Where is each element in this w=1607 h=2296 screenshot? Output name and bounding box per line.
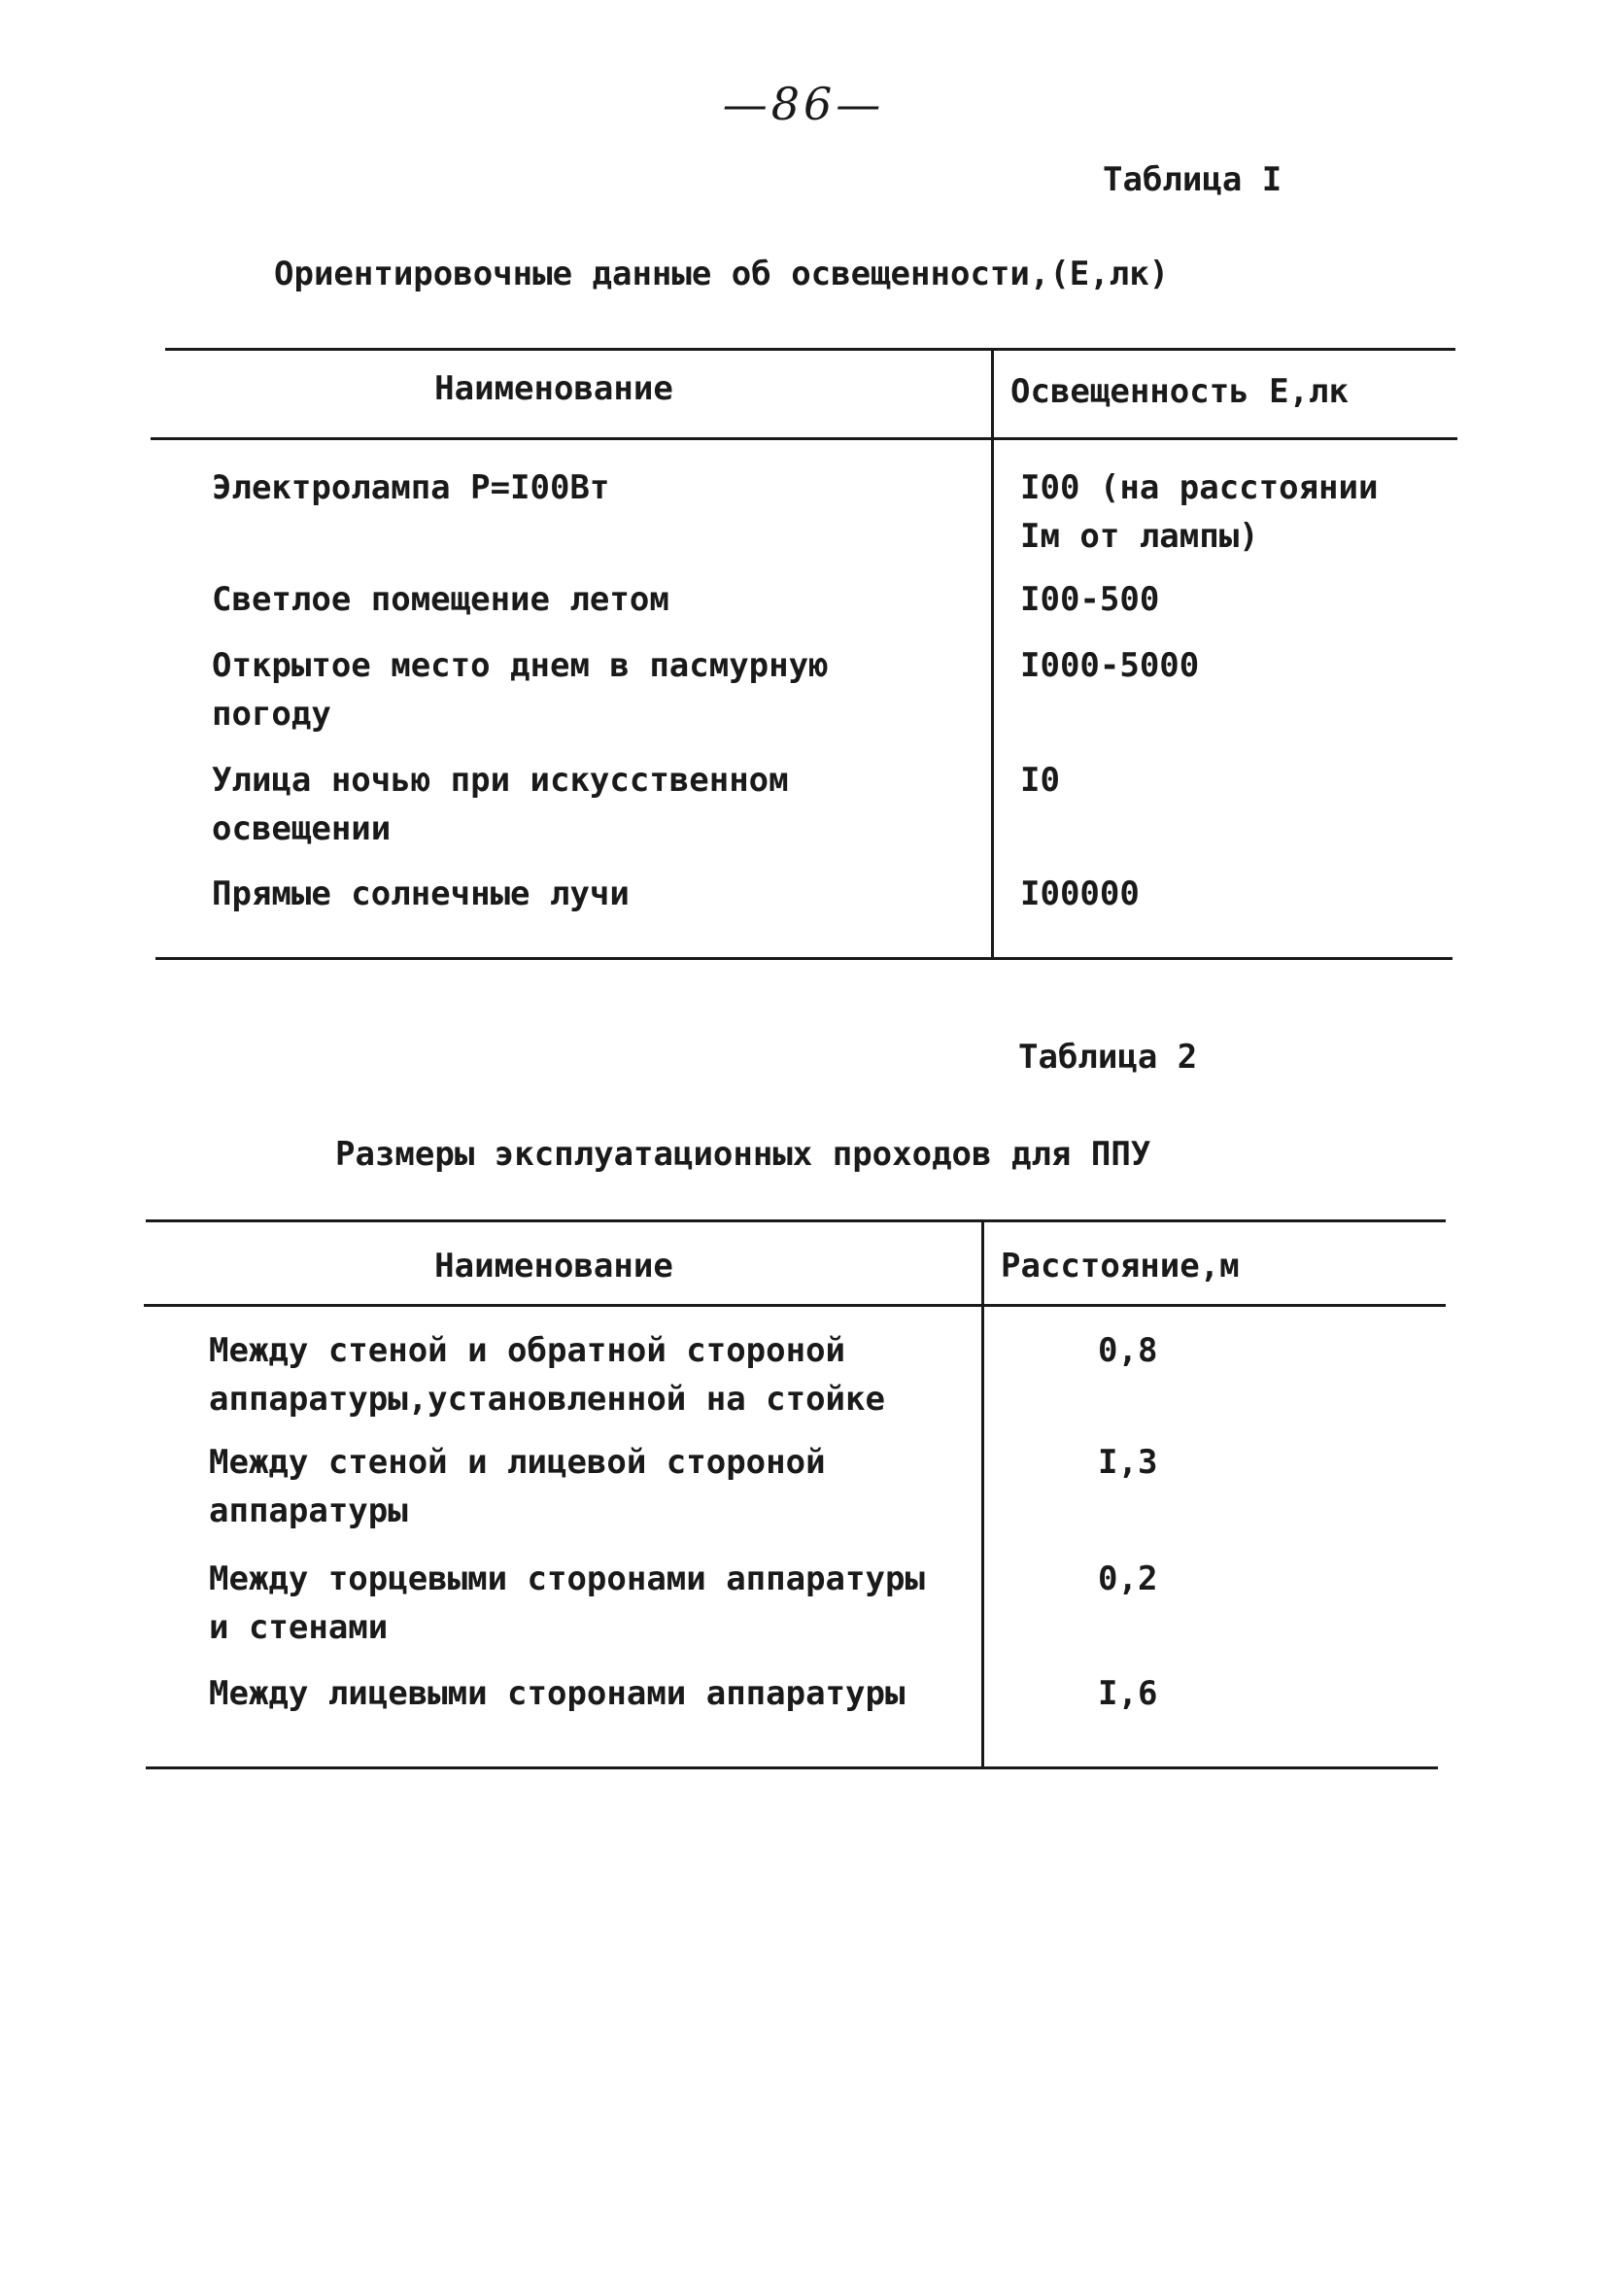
table2-header-value: Расстояние,м: [1001, 1247, 1240, 1285]
table2-row-1-name: Между стеной и обратной стороной аппаратуры,установленной на стойке: [209, 1331, 885, 1419]
table2-row-2-name: Между стеной и лицевой стороной аппаратуры: [209, 1443, 826, 1530]
table1-row-1-name: Электролампа Р=I00Вт: [212, 468, 610, 507]
table1-title: Ориентировочные данные об освещенности,(Е,лк): [274, 255, 1170, 293]
table1-top-rule: [165, 348, 1455, 351]
table2-row-4-name: Между лицевыми сторонами аппаратуры: [209, 1674, 906, 1713]
table1-label: Таблица I: [1103, 160, 1282, 199]
table2-row-3-name: Между торцевыми сторонами аппаратуры и стенами: [209, 1559, 925, 1647]
table1-header-rule: [151, 437, 1457, 440]
page-number: —86—: [722, 78, 885, 130]
table1-bottom-rule: [155, 957, 1453, 960]
table2-title: Размеры эксплуатационных проходов для ППУ: [335, 1135, 1151, 1174]
table2-top-rule: [146, 1219, 1446, 1222]
table1-row-2-name: Светлое помещение летом: [212, 580, 669, 619]
table1-header-name: Наименование: [434, 369, 673, 408]
table1-row-2-value: I00-500: [1020, 580, 1160, 619]
table1-row-3-value: I000-5000: [1020, 646, 1200, 685]
table1-row-4-name: Улица ночью при искусственном освещении: [212, 761, 789, 848]
table2-header-name: Наименование: [434, 1247, 673, 1285]
table2-column-divider: [981, 1219, 984, 1769]
table1-row-3-name: Открытое место днем в пасмурную погоду: [212, 646, 829, 734]
table1-header-value: Освещенность Е,лк: [1010, 372, 1349, 411]
table1-row-4-value: I0: [1020, 761, 1060, 800]
table2-label: Таблица 2: [1018, 1038, 1198, 1077]
table1-row-5-name: Прямые солнечные лучи: [212, 874, 630, 913]
table2-row-1-value: 0,8: [1098, 1331, 1158, 1370]
table2-row-2-value: I,3: [1098, 1443, 1158, 1482]
table2-row-3-value: 0,2: [1098, 1559, 1158, 1598]
table2-row-4-value: I,6: [1098, 1674, 1158, 1713]
table1-row-1-value: I00 (на расстоянии Iм от лампы): [1020, 468, 1379, 556]
table1-row-5-value: I00000: [1020, 874, 1140, 913]
table1-column-divider: [991, 348, 994, 960]
table2-bottom-rule: [146, 1766, 1438, 1769]
table2-header-rule: [144, 1304, 1446, 1307]
